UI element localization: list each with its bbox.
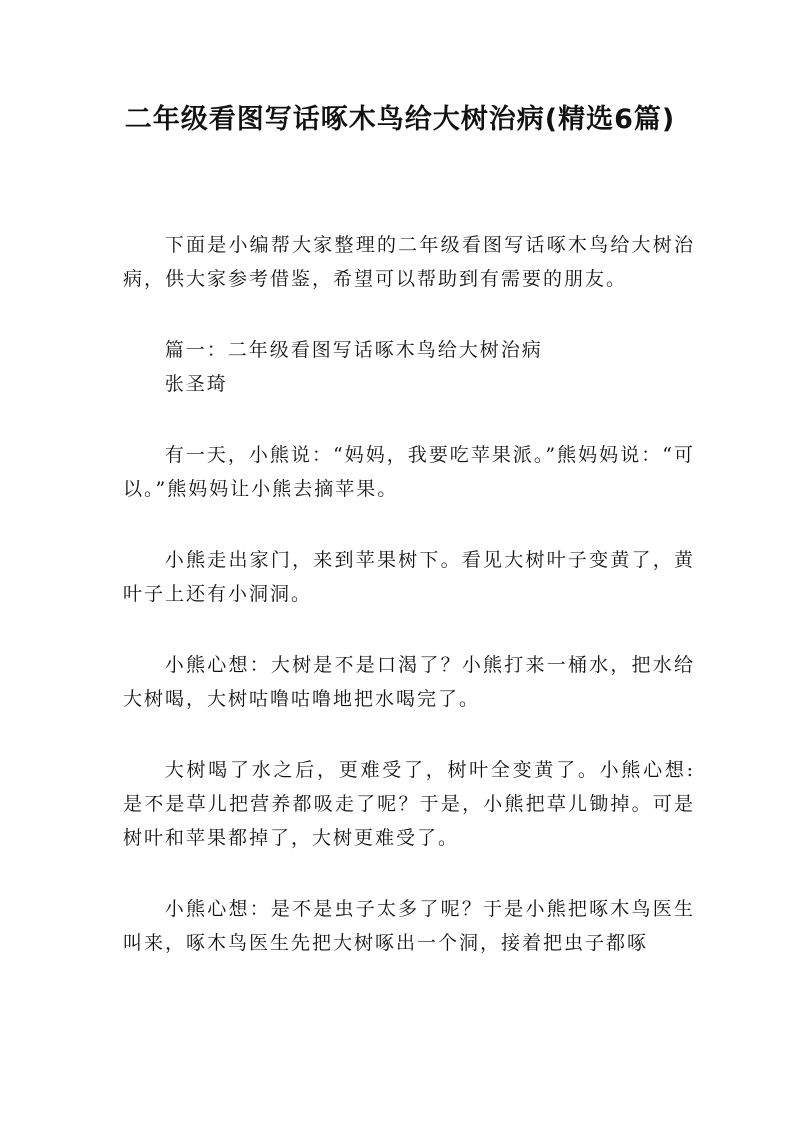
body-paragraph: 小熊心想：大树是不是口渴了？小熊打来一桶水，把水给大树喝，大树咕噜咕噜地把水喝完了。: [123, 654, 695, 710]
document-title: 二年级看图写话啄木鸟给大树治病(精选6篇): [124, 104, 676, 135]
body-paragraph: 小熊心想：是不是虫子太多了呢？于是小熊把啄木鸟医生叫来，啄木鸟医生先把大树啄出一个洞，接着把虫子都啄: [123, 898, 695, 954]
body-paragraph: 小熊走出家门，来到苹果树下。看见大树叶子变黄了，黄叶子上还有小洞洞。: [123, 549, 695, 605]
body-paragraph: 大树喝了水之后，更难受了，树叶全变黄了。小熊心想:是不是草儿把营养都吸走了呢？于是，小熊把草儿锄掉。可是树叶和苹果都掉了，大树更难受了。: [123, 759, 695, 849]
body-paragraph: 有一天，小熊说：“妈妈，我要吃苹果派。”熊妈妈说：“可以。”熊妈妈让小熊去摘苹果。: [123, 444, 695, 500]
intro-paragraph: 下面是小编帮大家整理的二年级看图写话啄木鸟给大树治病，供大家参考借鉴，希望可以帮助到有需要的朋友。: [123, 234, 695, 290]
document-body: [123, 228, 695, 997]
section-heading: 篇一：二年级看图写话啄木鸟给大树治病: [164, 339, 543, 361]
author-name: 张圣琦: [164, 373, 228, 395]
